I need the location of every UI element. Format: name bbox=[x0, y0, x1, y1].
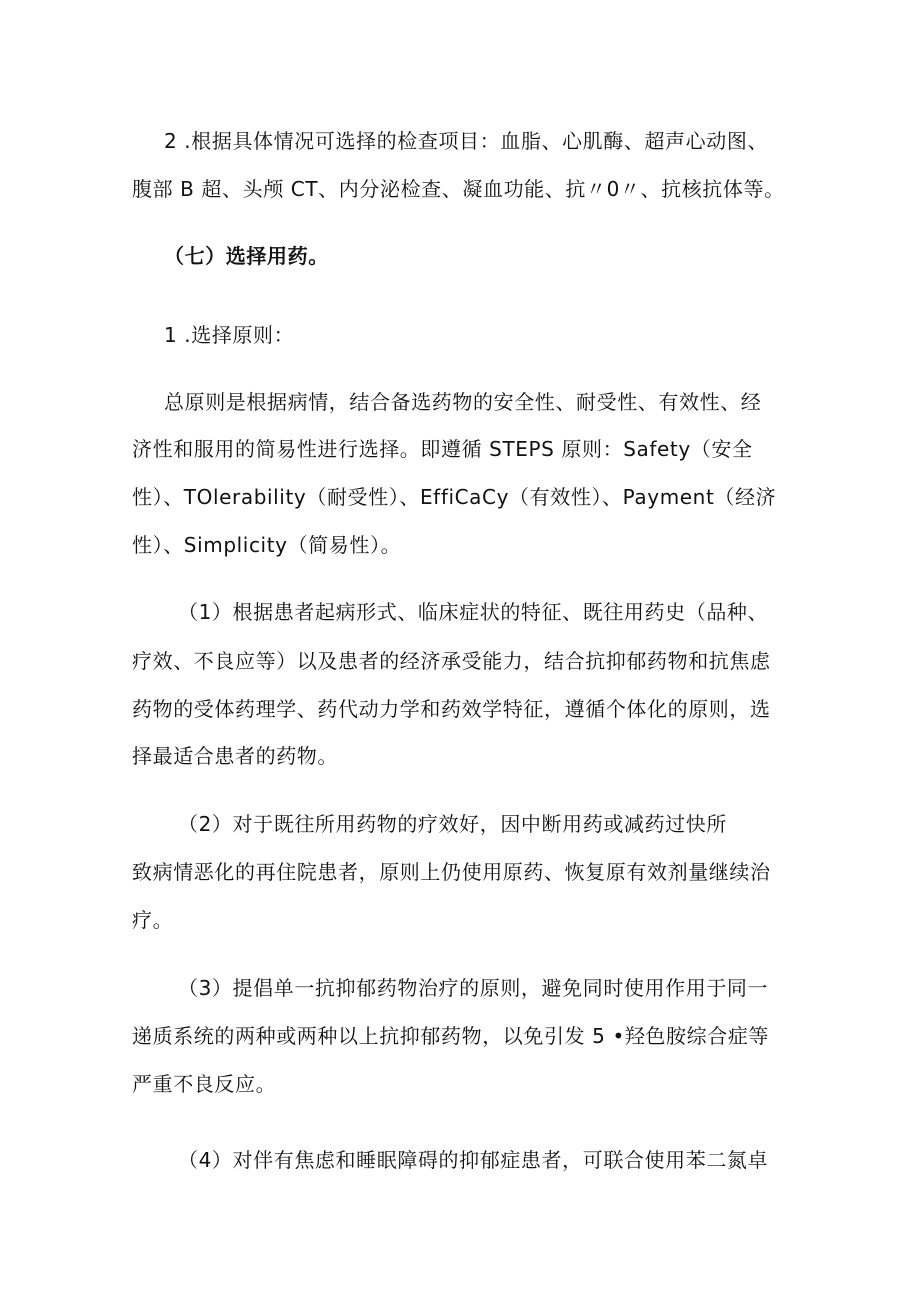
paragraph-1-line-3: 药物的受体药理学、药代动力学和药效学特征，遵循个体化的原则，选 bbox=[132, 697, 771, 721]
paragraph-4-line-1: （4）对伴有焦虑和睡眠障碍的抑郁症患者，可联合使用苯二氮卓 bbox=[178, 1148, 769, 1172]
subheading-selection-principles: 1 .选择原则： bbox=[164, 323, 295, 347]
paragraph-2-line-1: （2）对于既往所用药物的疗效好，因中断用药或减药过快所 bbox=[178, 812, 727, 836]
paragraph-3-line-2: 递质系统的两种或两种以上抗抑郁药物，以免引发 5 •羟色胺综合症等 bbox=[132, 1024, 770, 1048]
paragraph-1-line-2: 疗效、不良应等）以及患者的经济承受能力，结合抗抑郁药物和抗焦虑 bbox=[132, 649, 771, 673]
item-2-line-1: 2 .根据具体情况可选择的检查项目：血脂、心肌酶、超声心动图、 bbox=[164, 129, 769, 153]
paragraph-3-line-1: （3）提倡单一抗抑郁药物治疗的原则，避免同时使用作用于同一 bbox=[178, 976, 769, 1000]
principle-line-2: 济性和服用的简易性进行选择。即遵循 STEPS 原则：Safety（安全 bbox=[132, 437, 753, 461]
paragraph-2-line-3: 疗。 bbox=[132, 908, 174, 932]
principle-line-1: 总原则是根据病情，结合备选药物的安全性、耐受性、有效性、经 bbox=[164, 390, 762, 414]
paragraph-2-line-2: 致病情恶化的再住院患者，原则上仍使用原药、恢复原有效剂量继续治 bbox=[132, 860, 771, 884]
principle-line-4: 性）、Simplicity（简易性）。 bbox=[132, 533, 402, 557]
item-2-line-2: 腹部 B 超、头颅 CT、内分泌检查、凝血功能、抗〃0〃、抗核抗体等。 bbox=[132, 177, 785, 201]
section-heading: （七）选择用药。 bbox=[164, 244, 329, 268]
principle-line-3: 性）、TOlerability（耐受性）、EffiCaCy（有效性）、Payment（经济 bbox=[132, 485, 777, 509]
paragraph-1-line-4: 择最适合患者的药物。 bbox=[132, 744, 338, 768]
paragraph-1-line-1: （1）根据患者起病形式、临床症状的特征、既往用药史（品种、 bbox=[178, 600, 769, 624]
paragraph-3-line-3: 严重不良反应。 bbox=[132, 1072, 277, 1096]
